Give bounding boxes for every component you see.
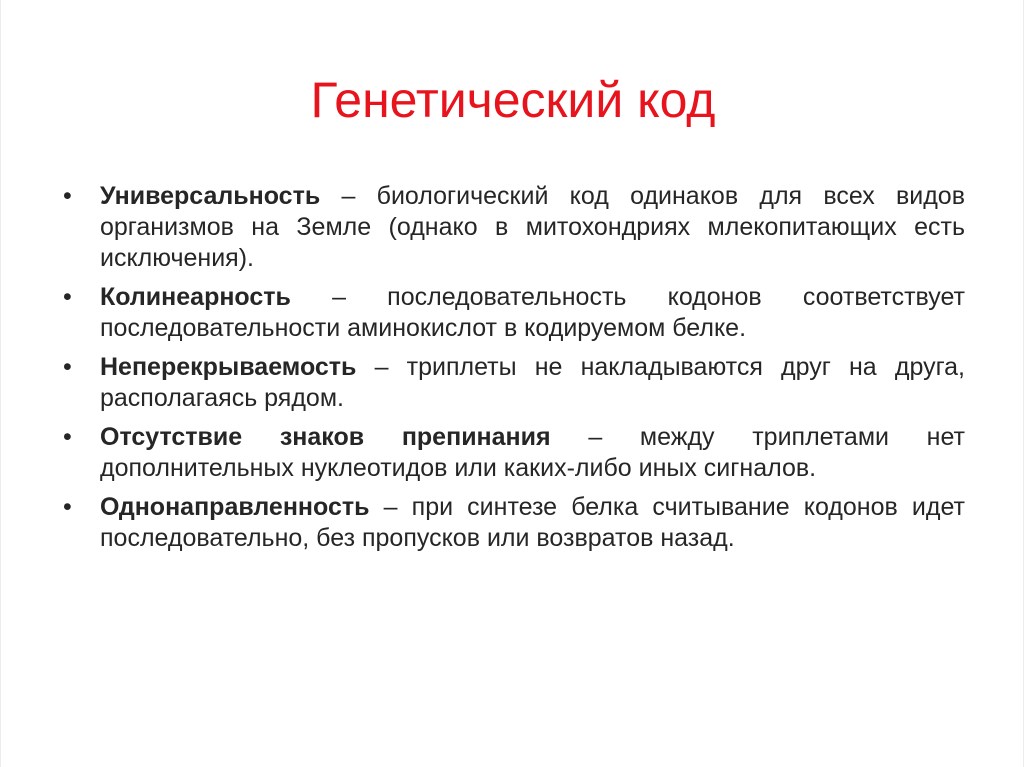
bullet-text: – при синтезе белка считывание кодонов идет последовательно, без пропусков или возвратов назад. <box>100 493 965 552</box>
bullet-item-colinearity <box>63 282 965 344</box>
bullet-icon: • <box>63 283 72 311</box>
bullet-term: Отсутствие знаков препинания <box>100 423 551 451</box>
bullet-icon: • <box>63 353 72 381</box>
slide-title: Генетический код <box>310 72 716 128</box>
bullet-icon: • <box>63 182 72 210</box>
bullet-term: Неперекрываемость <box>100 353 357 381</box>
bullet-text: – между триплетами нет дополнительных нуклеотидов или каких-либо иных сигналов. <box>100 423 965 482</box>
bullet-list <box>63 181 965 562</box>
bullet-text: – триплеты не накладываются друг на друга, располагаясь рядом. <box>100 353 965 412</box>
bullet-term: Универсальность <box>100 182 321 210</box>
bullet-text: – биологический код одинаков для всех видов организмов на Земле (однако в митохондриях млекопитающих есть исключения). <box>100 182 965 272</box>
bullet-term: Однонаправленность <box>100 493 370 521</box>
bullet-icon: • <box>63 493 72 521</box>
bullet-text: – последовательность кодонов соответствует последовательности аминокислот в кодируемом белке. <box>100 283 965 342</box>
bullet-item-unidirectionality <box>63 492 965 554</box>
bullet-term: Колинеарность <box>100 283 291 311</box>
bullet-icon: • <box>63 423 72 451</box>
bullet-item-no-punctuation <box>63 422 965 484</box>
bullet-item-universality <box>63 181 965 274</box>
bullet-item-non-overlapping <box>63 352 965 414</box>
